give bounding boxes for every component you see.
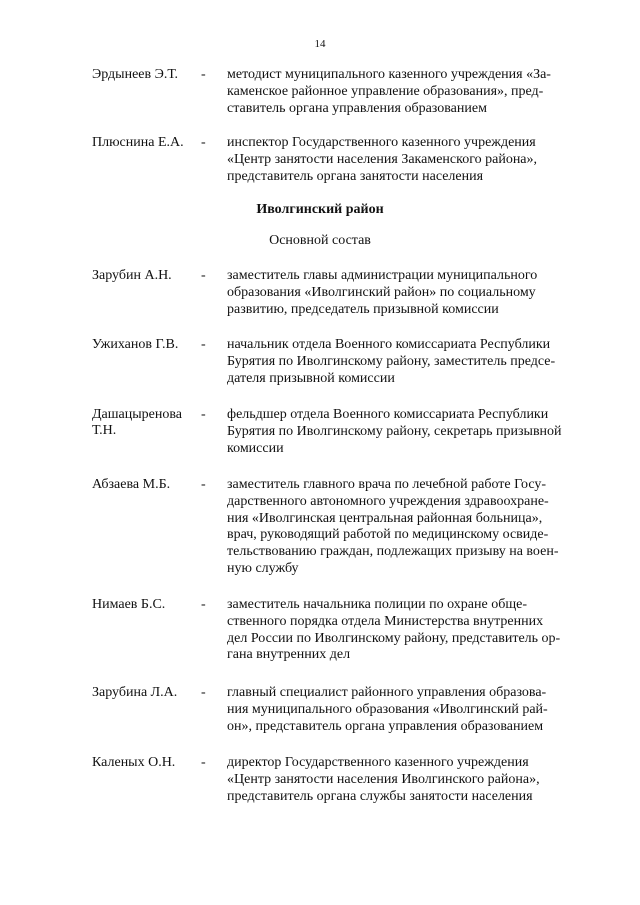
person-name: Зарубин А.Н. — [92, 268, 172, 283]
person-position: фельдшер отдела Военного комиссариата Республики Бурятия по Иволгинскому району, секретарь призывной комиссии — [227, 407, 562, 456]
person-position: заместитель главы администрации муниципального образования «Иволгинский район» по социальному развитию, председатель призывной комиссии — [227, 268, 538, 317]
separator-dash: - — [201, 268, 206, 283]
person-name: Ужиханов Г.В. — [92, 337, 179, 352]
person-name: Нимаев Б.С. — [92, 597, 166, 612]
separator-dash: - — [201, 685, 206, 700]
separator-dash: - — [201, 407, 206, 422]
person-position: заместитель начальника полиции по охране обще- ственного порядка отдела Министерства внутренних дел России по Иволгинскому району, представитель ор- гана внутренних дел — [227, 597, 561, 663]
person-name: Зарубина Л.А. — [92, 685, 178, 700]
person-name: Плюснина Е.А. — [92, 135, 184, 150]
person-position: директор Государственного казенного учреждения «Центр занятости населения Иволгинского района», представитель органа службы занятости населения — [227, 755, 540, 804]
person-position: методист муниципального казенного учреждения «За- каменское районное управление образования», пред- ставитель органа управления образованием — [227, 67, 551, 116]
person-name: Абзаева М.Б. — [92, 477, 171, 492]
separator-dash: - — [201, 477, 206, 492]
separator-dash: - — [201, 597, 206, 612]
person-position: инспектор Государственного казенного учреждения «Центр занятости населения Закаменского района», представитель органа занятости населения — [227, 135, 538, 184]
person-name: Эрдынеев Э.Т. — [92, 67, 179, 82]
separator-dash: - — [201, 755, 206, 770]
section-title: Иволгинский район — [256, 202, 384, 217]
separator-dash: - — [201, 135, 206, 150]
person-position: начальник отдела Военного комиссариата Республики Бурятия по Иволгинскому району, заместитель предсе- дателя призывной комиссии — [227, 337, 556, 386]
person-position: главный специалист районного управления образова- ния муниципального образования «Иволгинский рай- он», представитель органа управления образованием — [227, 685, 548, 734]
person-position: заместитель главного врача по лечебной работе Госу- дарственного автономного учреждения здравоохране- ния «Иволгинская центральная районная больница», врач, руководящий работой по медицинскому освиде- тельствованию граждан, подлежащих призыву на воен- ную службу — [227, 477, 559, 576]
separator-dash: - — [201, 337, 206, 352]
section-subtitle: Основной состав — [269, 233, 371, 248]
page-number: 14 — [314, 38, 326, 50]
person-name: Каленых О.Н. — [92, 755, 176, 770]
person-name: Дашацыренова Т.Н. — [92, 407, 183, 438]
separator-dash: - — [201, 67, 206, 82]
